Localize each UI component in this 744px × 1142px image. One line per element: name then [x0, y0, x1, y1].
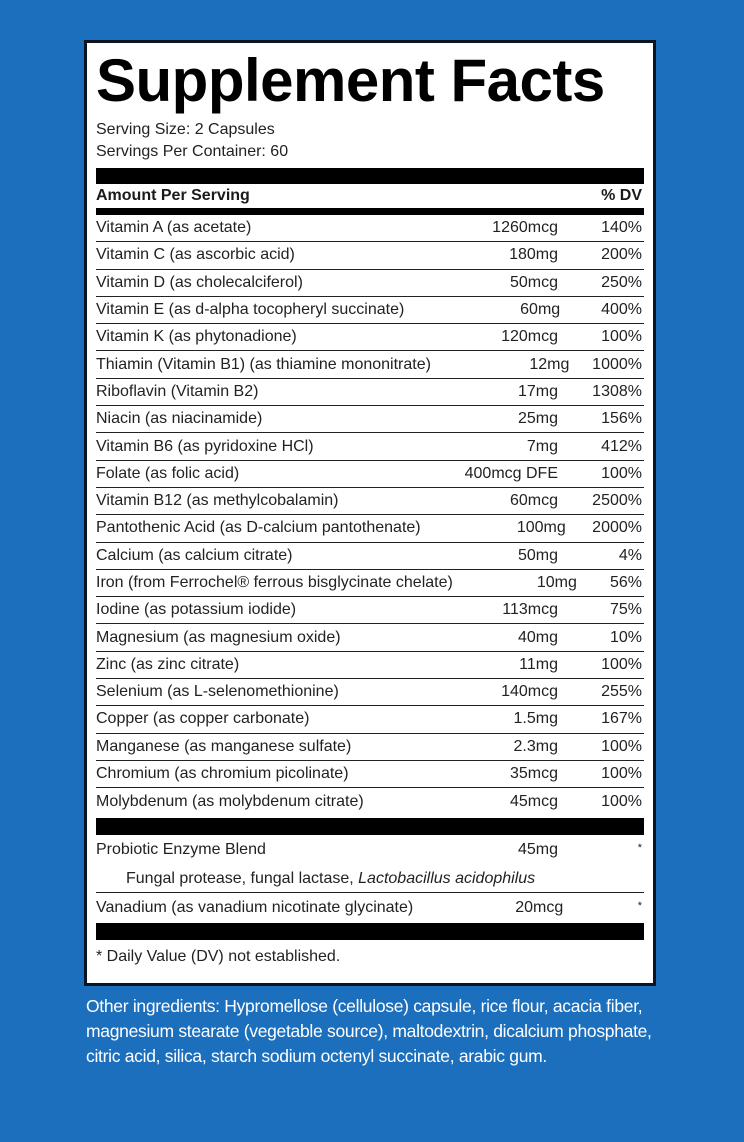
- nutrient-name: Niacin (as niacinamide): [96, 410, 263, 428]
- nutrient-name: Iron (from Ferrochel® ferrous bisglycinate chelate): [96, 574, 453, 591]
- footnote: * Daily Value (DV) not established.: [96, 947, 341, 965]
- dv-label: % DV: [601, 187, 642, 204]
- amount-header: [96, 184, 644, 208]
- nutrient-amount: 1260mcg: [492, 219, 558, 237]
- nutrient-amount: 100mg: [516, 519, 566, 537]
- nutrient-amount: 25mg: [517, 410, 558, 428]
- nutrient-row: [96, 570, 644, 597]
- vanadium-amount: 20mcg: [515, 898, 564, 916]
- nutrient-amount: 400mcg DFE: [464, 464, 558, 482]
- nutrient-amount: 60mcg: [509, 492, 558, 510]
- nutrient-dv: 412%: [601, 437, 642, 455]
- nutrient-row: [96, 597, 644, 624]
- nutrient-dv: 56%: [609, 574, 642, 591]
- nutrient-name: Vitamin K (as phytonadione): [96, 328, 297, 346]
- nutrient-dv: 2000%: [592, 519, 642, 537]
- nutrient-row: [96, 761, 644, 788]
- servings-per-container: Servings Per Container: 60: [96, 143, 289, 160]
- nutrient-dv: 156%: [601, 410, 642, 428]
- divider-thick: [96, 168, 644, 184]
- vanadium-row: [96, 893, 644, 923]
- nutrient-row: [96, 324, 644, 351]
- nutrient-row: [96, 433, 644, 460]
- nutrient-dv: 100%: [601, 737, 642, 755]
- nutrient-name: Manganese (as manganese sulfate): [96, 737, 352, 755]
- nutrient-name: Molybdenum (as molybdenum citrate): [96, 792, 364, 810]
- nutrient-row: [96, 215, 644, 242]
- nutrient-dv: 255%: [601, 683, 642, 701]
- nutrient-dv: 100%: [601, 464, 642, 482]
- nutrient-name: Calcium (as calcium citrate): [96, 546, 293, 564]
- nutrient-row: [96, 379, 644, 406]
- amount-per-serving-label: Amount Per Serving: [96, 187, 250, 204]
- nutrient-dv: 75%: [609, 601, 642, 619]
- probiotic-ingredients-plain: Fungal protease, fungal lactase,: [126, 869, 359, 887]
- nutrient-list: [96, 215, 644, 816]
- nutrient-name: Vitamin C (as ascorbic acid): [96, 246, 295, 264]
- nutrient-amount: 180mg: [509, 246, 558, 264]
- nutrient-dv: 140%: [601, 219, 642, 237]
- probiotic-ingredients: [96, 865, 644, 893]
- nutrient-row: [96, 406, 644, 433]
- nutrient-amount: 50mcg: [509, 273, 558, 291]
- vanadium-dv: *: [637, 899, 642, 912]
- nutrient-row: [96, 652, 644, 679]
- probiotic-dv: *: [637, 841, 642, 854]
- nutrient-row: [96, 461, 644, 488]
- nutrient-amount: 7mg: [526, 437, 558, 455]
- nutrient-dv: 1308%: [592, 382, 642, 400]
- nutrient-name: Riboflavin (Vitamin B2): [96, 382, 259, 400]
- nutrient-dv: 2500%: [592, 492, 642, 510]
- divider-separator: [96, 818, 644, 835]
- nutrient-row: [96, 270, 644, 297]
- nutrient-dv: 100%: [601, 792, 642, 810]
- nutrient-name: Magnesium (as magnesium oxide): [96, 628, 341, 646]
- probiotic-amount: 45mg: [517, 840, 558, 858]
- nutrient-amount: 1.5mg: [513, 710, 558, 728]
- other-ingredients: Other ingredients: Hypromellose (cellulose) capsule, rice flour, acacia fiber, magnesium stearate (vegetable source), maltodextrin, dicalcium phosphate, citric acid, silica, starch sodium octenyl succinate, arabic gum.: [86, 996, 652, 1066]
- nutrient-name: Chromium (as chromium picolinate): [96, 765, 349, 783]
- vanadium-name: Vanadium (as vanadium nicotinate glycinate): [96, 898, 414, 916]
- probiotic-row: [96, 835, 644, 865]
- nutrient-name: Pantothenic Acid (as D-calcium pantothenate): [96, 519, 421, 537]
- nutrient-amount: 35mcg: [509, 765, 558, 783]
- nutrient-amount: 10mg: [536, 574, 577, 591]
- nutrient-dv: 400%: [601, 301, 642, 319]
- serving-size: Serving Size: 2 Capsules: [96, 121, 275, 138]
- nutrient-row: [96, 679, 644, 706]
- nutrient-amount: 45mcg: [509, 792, 558, 810]
- nutrient-amount: 40mg: [517, 628, 558, 646]
- nutrient-dv: 250%: [601, 273, 642, 291]
- nutrient-dv: 4%: [618, 546, 642, 564]
- nutrient-name: Vitamin E (as d-alpha tocopheryl succinate): [96, 301, 405, 319]
- nutrient-row: [96, 297, 644, 324]
- nutrient-dv: 1000%: [592, 355, 642, 373]
- nutrient-row: [96, 543, 644, 570]
- nutrient-row: [96, 488, 644, 515]
- nutrient-dv: 10%: [609, 628, 642, 646]
- nutrient-name: Copper (as copper carbonate): [96, 710, 310, 728]
- nutrient-name: Vitamin A (as acetate): [96, 219, 252, 237]
- probiotic-name: Probiotic Enzyme Blend: [96, 840, 266, 858]
- nutrient-amount: 11mg: [519, 655, 558, 673]
- nutrient-name: Folate (as folic acid): [96, 464, 240, 482]
- nutrient-name: Iodine (as potassium iodide): [96, 601, 297, 619]
- nutrient-dv: 100%: [601, 655, 642, 673]
- nutrient-row: [96, 788, 644, 815]
- nutrient-amount: 12mg: [529, 355, 570, 373]
- nutrient-row: [96, 734, 644, 761]
- nutrient-dv: 100%: [601, 765, 642, 783]
- nutrient-name: Selenium (as L-selenomethionine): [96, 683, 339, 701]
- nutrient-amount: 140mcg: [501, 683, 558, 701]
- nutrient-amount: 50mg: [517, 546, 558, 564]
- supplement-facts-panel: [84, 40, 656, 986]
- nutrient-name: Thiamin (Vitamin B1) (as thiamine mononitrate): [96, 355, 431, 373]
- nutrient-amount: 60mg: [520, 301, 561, 319]
- nutrient-dv: 167%: [601, 710, 642, 728]
- divider-bottom: [96, 923, 644, 940]
- divider-medium: [96, 208, 644, 215]
- nutrient-row: [96, 242, 644, 269]
- nutrient-amount: 113mcg: [502, 601, 558, 619]
- nutrient-name: Zinc (as zinc citrate): [96, 655, 240, 673]
- nutrient-row: [96, 624, 644, 651]
- nutrient-row: [96, 515, 644, 542]
- nutrient-amount: 2.3mg: [513, 737, 558, 755]
- nutrient-name: Vitamin B12 (as methylcobalamin): [96, 492, 339, 510]
- probiotic-ingredients-italic: Lactobacillus acidophilus: [358, 869, 536, 887]
- nutrient-amount: 17mg: [517, 382, 558, 400]
- nutrient-name: Vitamin D (as cholecalciferol): [96, 273, 303, 291]
- nutrient-amount: 120mcg: [501, 328, 558, 346]
- nutrient-dv: 200%: [601, 246, 642, 264]
- panel-title: Supplement Facts: [96, 47, 605, 114]
- nutrient-row: [96, 351, 644, 378]
- nutrient-name: Vitamin B6 (as pyridoxine HCl): [96, 437, 314, 455]
- nutrient-row: [96, 706, 644, 733]
- nutrient-dv: 100%: [601, 328, 642, 346]
